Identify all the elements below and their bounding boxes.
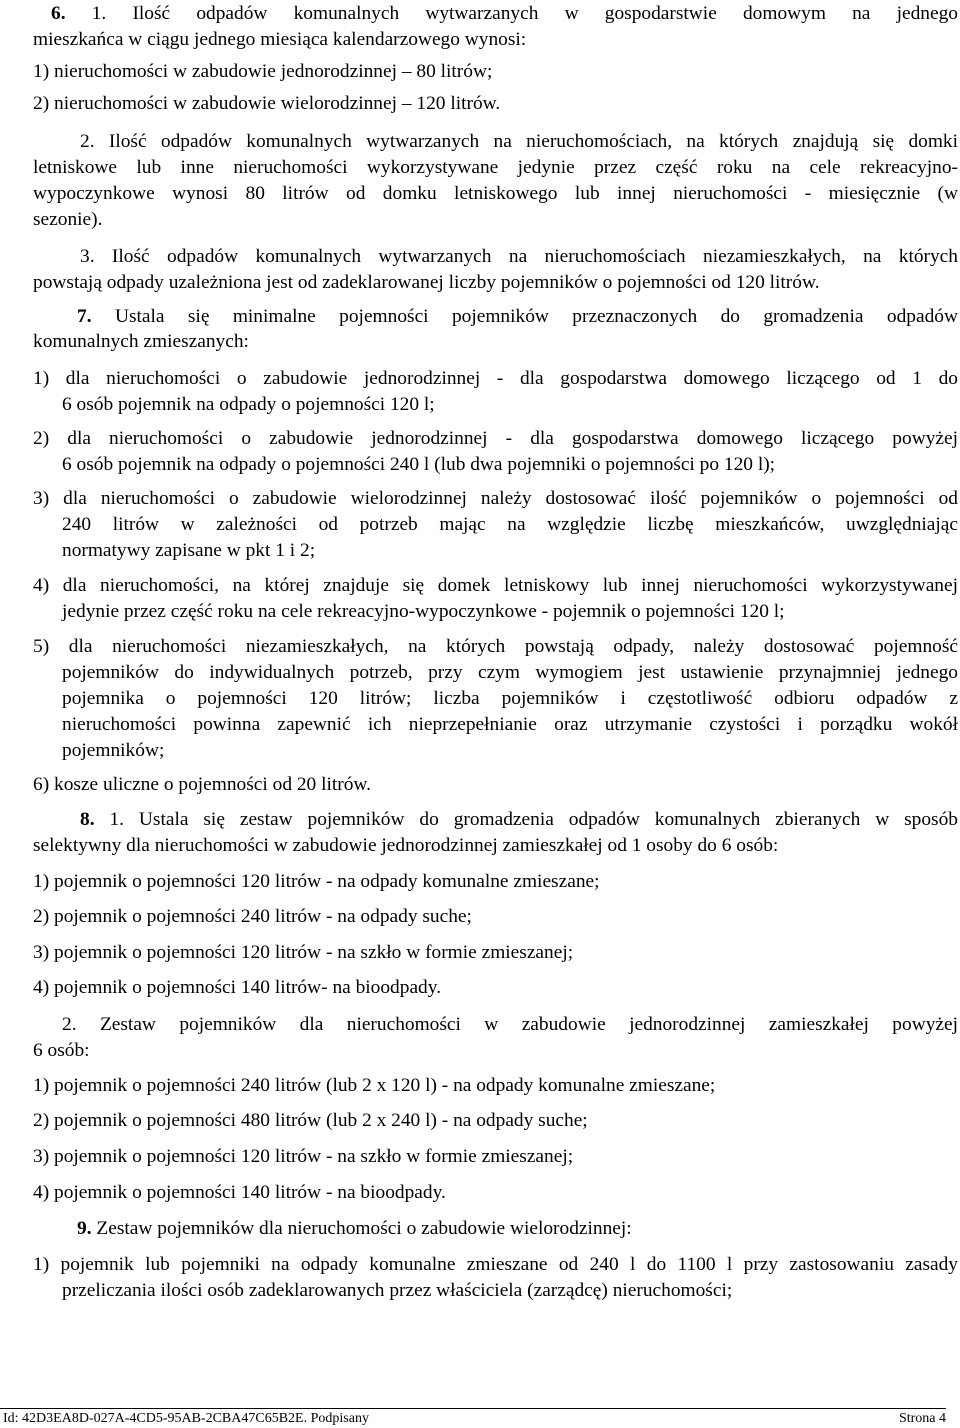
text: Zestaw pojemników dla nieruchomości o zabudowie wielorodzinnej: bbox=[96, 1218, 632, 1239]
text-line: selektywny dla nieruchomości w zabudowie jednorodzinnej zamieszkałej od 1 osoby do 6 osób: bbox=[33, 835, 779, 856]
list-item-cont: przeliczania ilości osób zadeklarowanych przez właściciela (zarządcę) nieruchomości; bbox=[62, 1280, 733, 1301]
text-line: 3. Ilość odpadów komunalnych wytwarzanych na nieruchomościach niezamieszkałych, na których bbox=[80, 246, 958, 267]
footer-page-number: Strona 4 bbox=[898, 1411, 946, 1426]
list-item: 2) pojemnik o pojemności 240 litrów - na odpady suche; bbox=[33, 906, 472, 927]
list-item-cont: normatywy zapisane w pkt 1 i 2; bbox=[62, 540, 316, 561]
list-item-cont: 6 osób pojemnik na odpady o pojemności 240 l (lub dwa pojemniki o pojemności po 120 l); bbox=[62, 454, 776, 475]
list-item-cont: pojemników; bbox=[62, 740, 165, 761]
text-line: 6 osób: bbox=[33, 1040, 90, 1061]
list-item-cont: pojemnika o pojemności 120 litrów; liczba pojemników i częstotliwość odbioru odpadów z bbox=[62, 688, 958, 709]
list-item: 4) dla nieruchomości, na której znajduje się domek letniskowy lub innej nieruchomości wykorzystywanej bbox=[33, 575, 958, 596]
text-line: letniskowe lub inne nieruchomości wykorzystywane jedynie przez część roku na cele rekreacyjno- bbox=[33, 157, 958, 178]
section-9-line bbox=[77, 1215, 958, 1243]
list-item: 1) dla nieruchomości o zabudowie jednorodzinnej - dla gospodarstwa domowego liczącego od 1 do bbox=[33, 368, 958, 389]
section-number: 6. bbox=[51, 3, 66, 24]
list-item: 3) dla nieruchomości o zabudowie wielorodzinnej należy dostosować ilość pojemników o pojemności od bbox=[33, 488, 958, 509]
text: 1. Ilość odpadów komunalnych wytwarzanych w gospodarstwie domowym na jednego bbox=[91, 3, 958, 24]
list-item: 1) pojemnik lub pojemniki na odpady komunalne zmieszane od 240 l do 1100 l przy zastosowaniu zasady bbox=[33, 1254, 958, 1275]
list-item-cont: 240 litrów w zależności od potrzeb mając na względzie liczbę mieszkańców, uwzględniając bbox=[62, 514, 958, 535]
footer-divider bbox=[0, 1408, 946, 1409]
list-item: 4) pojemnik o pojemności 140 litrów- na bioodpady. bbox=[33, 977, 442, 998]
list-item: 1) nieruchomości w zabudowie jednorodzinnej – 80 litrów; bbox=[33, 61, 493, 82]
text-line: sezonie). bbox=[33, 209, 103, 230]
section-7-line bbox=[77, 303, 958, 331]
list-item-cont: pojemników do indywidualnych potrzeb, przy czym wymogiem jest ustawienie przynajmniej jednego bbox=[62, 662, 958, 683]
text-line: 2. Ilość odpadów komunalnych wytwarzanych na nieruchomościach, na których znajdują się domki bbox=[80, 131, 958, 152]
text-line: komunalnych zmieszanych: bbox=[33, 331, 249, 352]
section-number: 7. bbox=[77, 306, 92, 327]
section-6-line bbox=[51, 0, 958, 28]
text-line: mieszkańca w ciągu jednego miesiąca kalendarzowego wynosi: bbox=[33, 29, 527, 50]
list-item-cont: jedynie przez część roku na cele rekreacyjno-wypoczynkowe - pojemnik o pojemności 120 l; bbox=[62, 601, 785, 622]
list-item: 2) pojemnik o pojemności 480 litrów (lub 2 x 240 l) - na odpady suche; bbox=[33, 1110, 588, 1131]
text: 1. Ustala się zestaw pojemników do gromadzenia odpadów komunalnych zbieranych w sposób bbox=[109, 809, 958, 830]
list-item: 1) pojemnik o pojemności 240 litrów (lub 2 x 120 l) - na odpady komunalne zmieszane; bbox=[33, 1075, 716, 1096]
section-number: 8. bbox=[80, 809, 95, 830]
list-item: 2) dla nieruchomości o zabudowie jednorodzinnej - dla gospodarstwa domowego liczącego powyżej bbox=[33, 428, 958, 449]
list-item: 3) pojemnik o pojemności 120 litrów - na szkło w formie zmieszanej; bbox=[33, 942, 574, 963]
section-8-line bbox=[80, 806, 958, 834]
text-line: wypoczynkowe wynosi 80 litrów od domku letniskowego lub innej nieruchomości - miesięcznie (w bbox=[33, 183, 958, 204]
text-line: 2. Zestaw pojemników dla nieruchomości w zabudowie jednorodzinnej zamieszkałej powyżej bbox=[62, 1014, 958, 1035]
list-item: 6) kosze uliczne o pojemności od 20 litrów. bbox=[33, 774, 372, 795]
list-item: 5) dla nieruchomości niezamieszkałych, na których powstają odpady, należy dostosować pojemność bbox=[33, 636, 958, 657]
text: Ustala się minimalne pojemności pojemników przeznaczonych do gromadzenia odpadów bbox=[114, 306, 958, 327]
text-line: powstają odpady uzależniona jest od zadeklarowanej liczby pojemników o pojemności od 120 litrów. bbox=[33, 272, 820, 293]
section-number: 9. bbox=[77, 1218, 92, 1239]
footer-document-id: Id: 42D3EA8D-027A-4CD5-95AB-2CBA47C65B2E. Podpisany bbox=[3, 1411, 369, 1426]
list-item: 3) pojemnik o pojemności 120 litrów - na szkło w formie zmieszanej; bbox=[33, 1146, 574, 1167]
list-item-cont: nieruchomości powinna zapewnić ich nieprzepełnianie oraz utrzymanie czystości i porządku wokół bbox=[62, 714, 958, 735]
list-item: 4) pojemnik o pojemności 140 litrów - na bioodpady. bbox=[33, 1182, 446, 1203]
list-item: 1) pojemnik o pojemności 120 litrów - na odpady komunalne zmieszane; bbox=[33, 871, 600, 892]
list-item: 2) nieruchomości w zabudowie wielorodzinnej – 120 litrów. bbox=[33, 93, 501, 114]
list-item-cont: 6 osób pojemnik na odpady o pojemności 120 l; bbox=[62, 394, 435, 415]
